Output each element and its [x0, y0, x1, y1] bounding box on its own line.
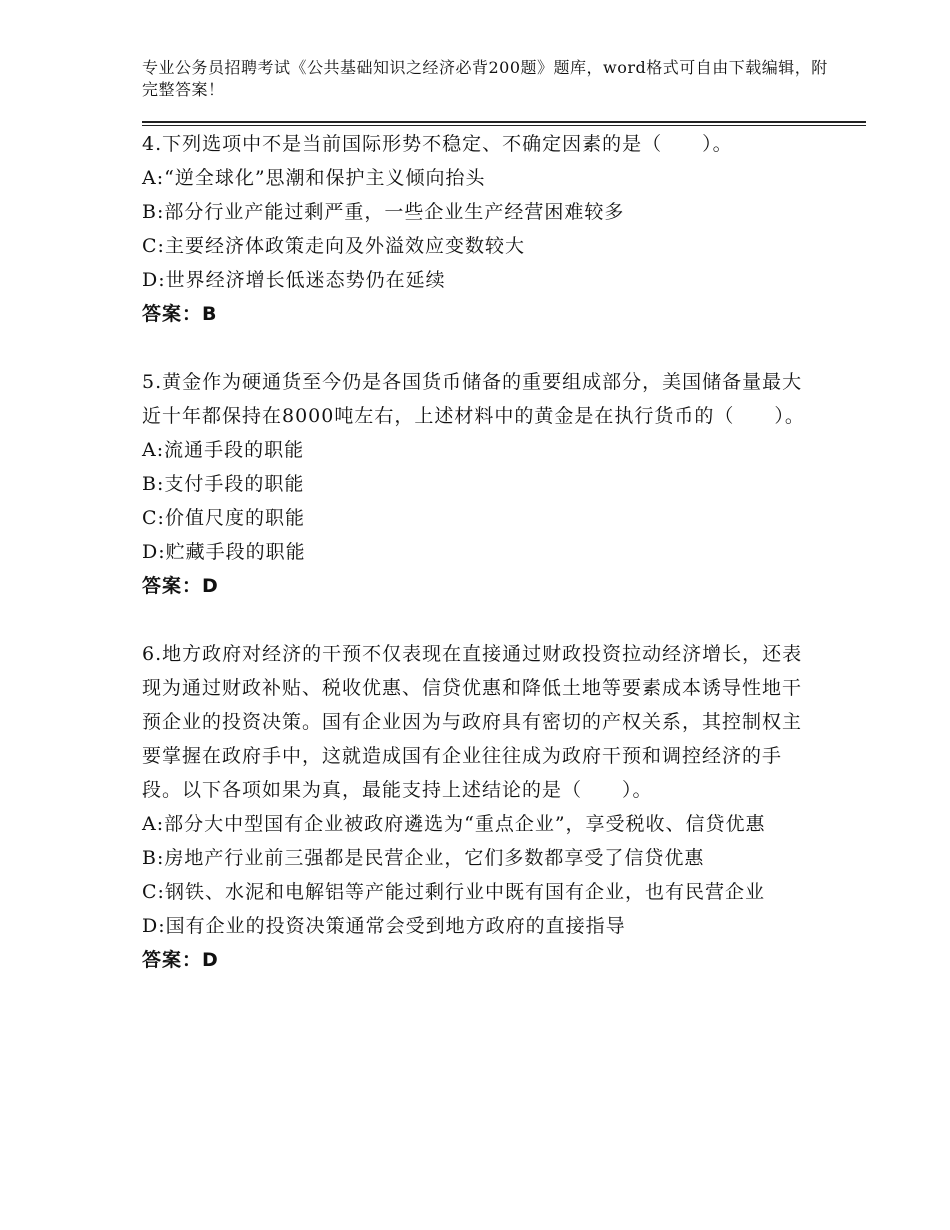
option-c: C:钢铁、水泥和电解铝等产能过剩行业中既有国有企业，也有民营企业 [142, 881, 765, 903]
answer: 答案：B [142, 303, 218, 325]
document-header: 专业公务员招聘考试《公共基础知识之经济必背200题》题库，word格式可自由下载编辑，附完整答案！ [142, 58, 828, 99]
answer: 答案：D [142, 949, 219, 971]
question-list [142, 127, 812, 977]
question-stem: 6.地方政府对经济的干预不仅表现在直接通过财政投资拉动经济增长，还表现为通过财政补贴、税收优惠、信贷优惠和降低土地等要素成本诱导性地干预企业的投资决策。国有企业因为与政府具有密切的产权关系，其控制权主要掌握在政府手中，这就造成国有企业往往成为政府干预和调控经济的手段。以下各项如果为真，最能支持上述结论的是（ ）。 [142, 643, 803, 801]
option-b: B:房地产行业前三强都是民营企业，它们多数都享受了信贷优惠 [142, 847, 705, 869]
spacer [142, 603, 812, 637]
option-b: B:支付手段的职能 [142, 473, 305, 495]
spacer [142, 331, 812, 365]
option-a: A:部分大中型国有企业被政府遴选为“重点企业”，享受税收、信贷优惠 [142, 813, 766, 835]
question-5 [142, 365, 812, 603]
option-d: D:贮藏手段的职能 [142, 541, 306, 563]
option-d: D:世界经济增长低迷态势仍在延续 [142, 269, 446, 291]
answer: 答案：D [142, 575, 219, 597]
option-d: D:国有企业的投资决策通常会受到地方政府的直接指导 [142, 915, 626, 937]
header-rule-thin [142, 125, 866, 126]
question-4 [142, 127, 812, 331]
option-a: A:流通手段的职能 [142, 439, 305, 461]
question-stem: 4.下列选项中不是当前国际形势不稳定、不确定因素的是（ ）。 [142, 133, 733, 155]
question-stem: 5.黄金作为硬通货至今仍是各国货币储备的重要组成部分，美国储备量最大近十年都保持在8000吨左右，上述材料中的黄金是在执行货币的（ ）。 [142, 371, 805, 427]
option-b: B:部分行业产能过剩严重，一些企业生产经营困难较多 [142, 201, 625, 223]
option-c: C:价值尺度的职能 [142, 507, 305, 529]
option-c: C:主要经济体政策走向及外溢效应变数较大 [142, 235, 525, 257]
question-6 [142, 637, 812, 977]
header-rule-thick [142, 121, 866, 123]
option-a: A:“逆全球化”思潮和保护主义倾向抬头 [142, 167, 486, 189]
